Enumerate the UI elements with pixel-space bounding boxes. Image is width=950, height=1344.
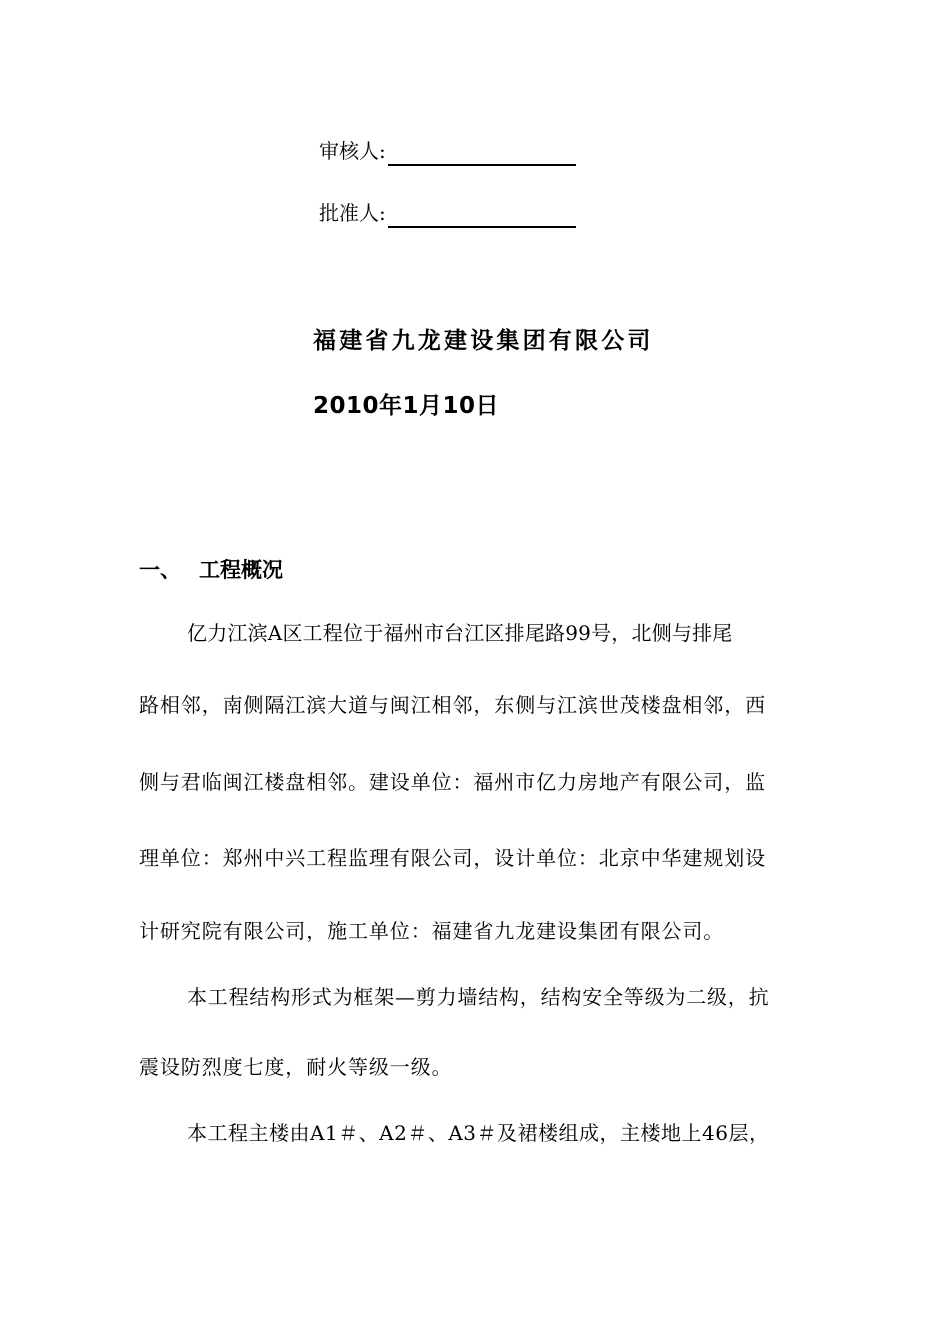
paragraph-line: 震设防烈度七度，耐火等级一级。 <box>139 1055 453 1079</box>
issue-date: 2010年1月10日 <box>313 393 500 419</box>
paragraph-line: 路相邻，南侧隔江滨大道与闽江相邻，东侧与江滨世茂楼盘相邻，西 <box>139 693 766 717</box>
paragraph-line: 计研究院有限公司，施工单位：福建省九龙建设集团有限公司。 <box>139 919 725 943</box>
reviewer-label: 审核人: <box>319 139 386 163</box>
section-title: 工程概况 <box>199 558 283 582</box>
company-name: 福建省九龙建设集团有限公司 <box>313 328 654 354</box>
approver-signature-line <box>319 198 576 228</box>
approver-label: 批准人: <box>319 201 386 225</box>
section-number: 一、 <box>139 558 181 582</box>
approver-signature-blank <box>388 206 576 228</box>
paragraph-line: 亿力江滨A区工程位于福州市台江区排尾路99号，北侧与排尾 <box>187 621 733 645</box>
paragraph-line: 理单位：郑州中兴工程监理有限公司，设计单位：北京中华建规划设 <box>139 846 766 870</box>
reviewer-signature-blank <box>388 144 576 166</box>
paragraph-line: 本工程主楼由A1＃、A2＃、A3＃及裙楼组成，主楼地上46层， <box>187 1121 770 1145</box>
paragraph-line: 侧与君临闽江楼盘相邻。建设单位：福州市亿力房地产有限公司，监 <box>139 770 766 794</box>
paragraph-line: 本工程结构形式为框架—剪力墙结构，结构安全等级为二级，抗 <box>187 985 770 1009</box>
section-heading <box>139 553 283 587</box>
reviewer-signature-line <box>319 136 576 166</box>
